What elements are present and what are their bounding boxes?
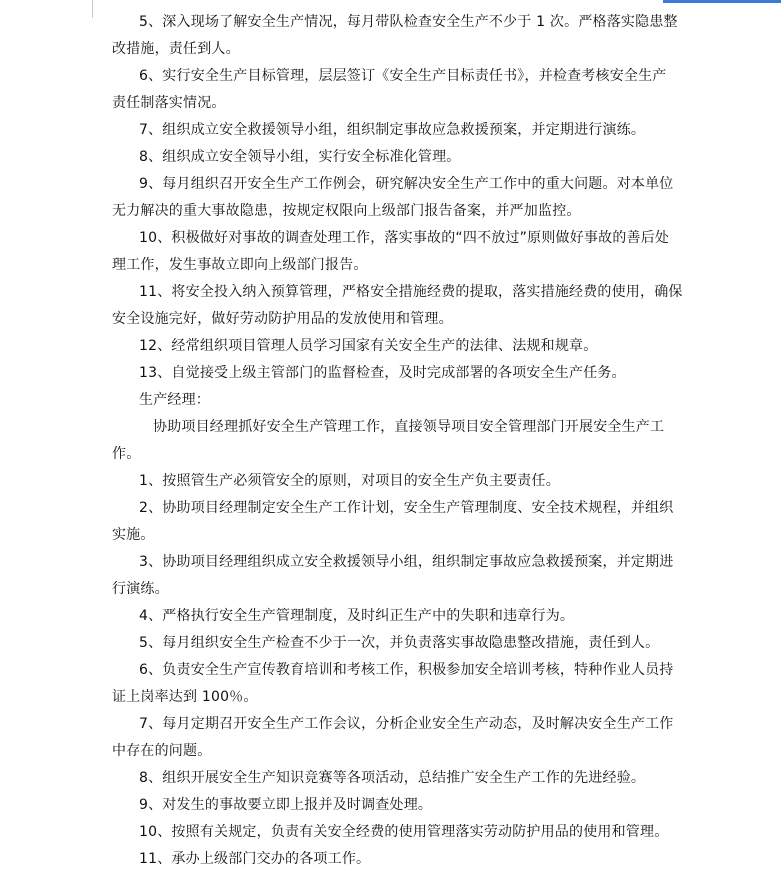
doc-line: 7、组织成立安全救援领导小组，组织制定事故应急救援预案，并定期进行演练。 xyxy=(139,122,646,138)
doc-line: 行演练。 xyxy=(112,581,169,597)
doc-line: 理工作，发生事故立即向上级部门报告。 xyxy=(112,257,368,273)
doc-line: 10、按照有关规定，负责有关安全经费的使用管理落实劳动防护用品的使用和管理。 xyxy=(139,824,669,840)
doc-line: 12、经常组织项目管理人员学习国家有关安全生产的法律、法规和规章。 xyxy=(139,338,598,354)
doc-line: 8、组织成立安全领导小组，实行安全标准化管理。 xyxy=(139,149,461,165)
doc-line: 1、按照管生产必须管安全的原则，对项目的安全生产负主要责任。 xyxy=(139,473,560,489)
doc-line: 3、协助项目经理组织成立安全救援领导小组，组织制定事故应急救援预案，并定期进 xyxy=(139,554,674,570)
doc-line: 中存在的问题。 xyxy=(112,743,212,759)
doc-line: 13、自觉接受上级主管部门的监督检查，及时完成部署的各项安全生产任务。 xyxy=(139,365,626,381)
section-heading: 生产经理： xyxy=(139,392,210,408)
doc-line: 改措施，责任到人。 xyxy=(112,41,240,57)
doc-line: 7、每月定期召开安全生产工作会议，分析企业安全生产动态，及时解决安全生产工作 xyxy=(139,716,674,732)
doc-line: 11、将安全投入纳入预算管理，严格安全措施经费的提取，落实措施经费的使用，确保 xyxy=(139,284,683,300)
doc-line: 11、承办上级部门交办的各项工作。 xyxy=(139,851,371,867)
doc-line: 6、实行安全生产目标管理，层层签订《安全生产目标责任书》，并检查考核安全生产 xyxy=(139,68,667,84)
document-body xyxy=(112,0,683,873)
doc-line: 6、负责安全生产宣传教育培训和考核工作，积极参加安全培训考核，特种作业人员持 xyxy=(139,662,674,678)
doc-line: 作。 xyxy=(112,446,141,462)
doc-line: 2、协助项目经理制定安全生产工作计划，安全生产管理制度、安全技术规程，并组织 xyxy=(139,500,674,516)
doc-line: 责任制落实情况。 xyxy=(112,95,226,111)
doc-line: 9、每月组织召开安全生产工作例会，研究解决安全生产工作中的重大问题。对本单位 xyxy=(139,176,674,192)
page-margin-marker xyxy=(92,0,93,18)
doc-line: 8、组织开展安全生产知识竞赛等各项活动，总结推广安全生产工作的先进经验。 xyxy=(139,770,646,786)
doc-line: 无力解决的重大事故隐患，按规定权限向上级部门报告备案，并严加监控。 xyxy=(112,203,581,219)
doc-line: 5、深入现场了解安全生产情况，每月带队检查安全生产不少于 1 次。严格落实隐患整 xyxy=(139,14,678,30)
doc-line: 5、每月组织安全生产检查不少于一次，并负责落实事故隐患整改措施，责任到人。 xyxy=(139,635,660,651)
doc-line: 安全设施完好，做好劳动防护用品的发放使用和管理。 xyxy=(112,311,453,327)
scroll-indicator xyxy=(663,0,781,3)
doc-line: 协助项目经理抓好安全生产管理工作，直接领导项目安全管理部门开展安全生产工 xyxy=(153,419,665,435)
doc-line: 9、对发生的事故要立即上报并及时调查处理。 xyxy=(139,797,433,813)
doc-line: 4、严格执行安全生产管理制度，及时纠正生产中的失职和违章行为。 xyxy=(139,608,575,624)
doc-line: 实施。 xyxy=(112,527,155,543)
doc-line: 证上岗率达到 100％。 xyxy=(112,689,258,705)
doc-line: 10、积极做好对事故的调查处理工作，落实事故的“四不放过”原则做好事故的善后处 xyxy=(139,230,670,246)
